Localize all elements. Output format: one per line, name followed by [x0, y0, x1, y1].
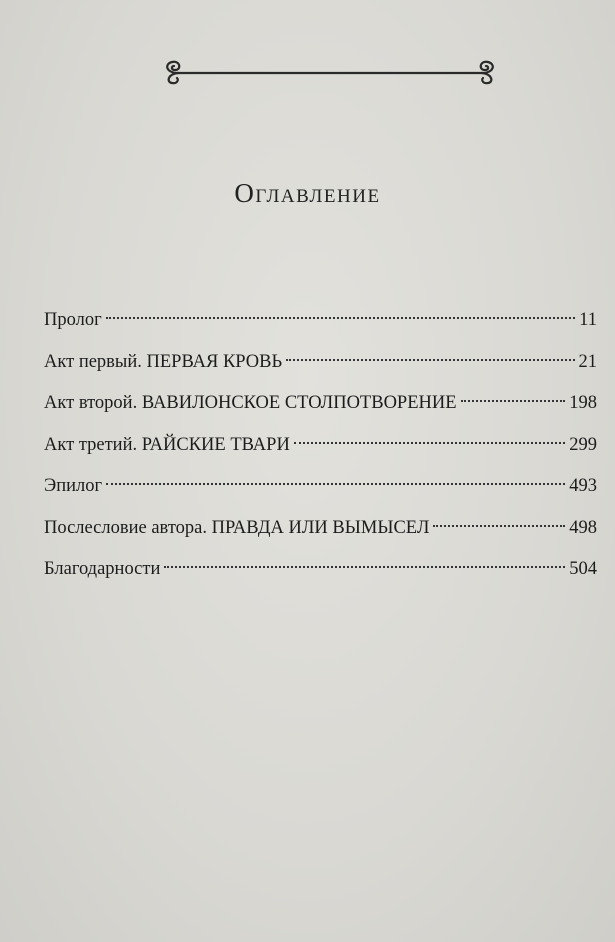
toc-entry-label: Благодарности — [44, 559, 161, 579]
list-item[interactable] — [44, 343, 597, 381]
list-item[interactable] — [44, 550, 597, 588]
dot-leader — [106, 317, 575, 319]
list-item[interactable] — [44, 384, 597, 422]
toc-page-number: 11 — [579, 310, 597, 330]
dot-leader — [294, 442, 565, 444]
scroll-ornament-icon — [160, 58, 500, 88]
dot-leader — [164, 566, 565, 568]
toc-page-number: 21 — [578, 351, 597, 372]
dot-leader — [106, 483, 565, 485]
dot-leader — [461, 400, 566, 402]
dot-leader — [433, 525, 565, 527]
list-item[interactable] — [44, 426, 597, 464]
table-of-contents — [44, 301, 597, 592]
toc-page-number: 198 — [569, 393, 597, 413]
list-item[interactable] — [44, 467, 597, 505]
toc-page-number: 493 — [569, 476, 597, 496]
toc-entry-label: Послесловие автора. ПРАВДА ИЛИ ВЫМЫСЕЛ — [44, 517, 430, 538]
toc-entry-label: Эпилог — [44, 476, 103, 496]
list-item[interactable] — [44, 301, 597, 339]
toc-page-number: 504 — [569, 559, 597, 579]
toc-entry-label: Акт второй. ВАВИЛОНСКОЕ СТОЛПОТВОРЕНИЕ — [44, 393, 457, 413]
toc-page-number: 498 — [569, 517, 597, 538]
toc-entry-label: Акт третий. РАЙСКИЕ ТВАРИ — [44, 434, 290, 455]
toc-entry-label: Пролог — [44, 310, 102, 330]
toc-entry-label: Акт первый. ПЕРВАЯ КРОВЬ — [44, 351, 283, 372]
dot-leader — [286, 359, 574, 361]
list-item[interactable] — [44, 509, 597, 547]
page-title: Оглавление — [234, 178, 381, 208]
toc-page-number: 299 — [569, 434, 597, 455]
